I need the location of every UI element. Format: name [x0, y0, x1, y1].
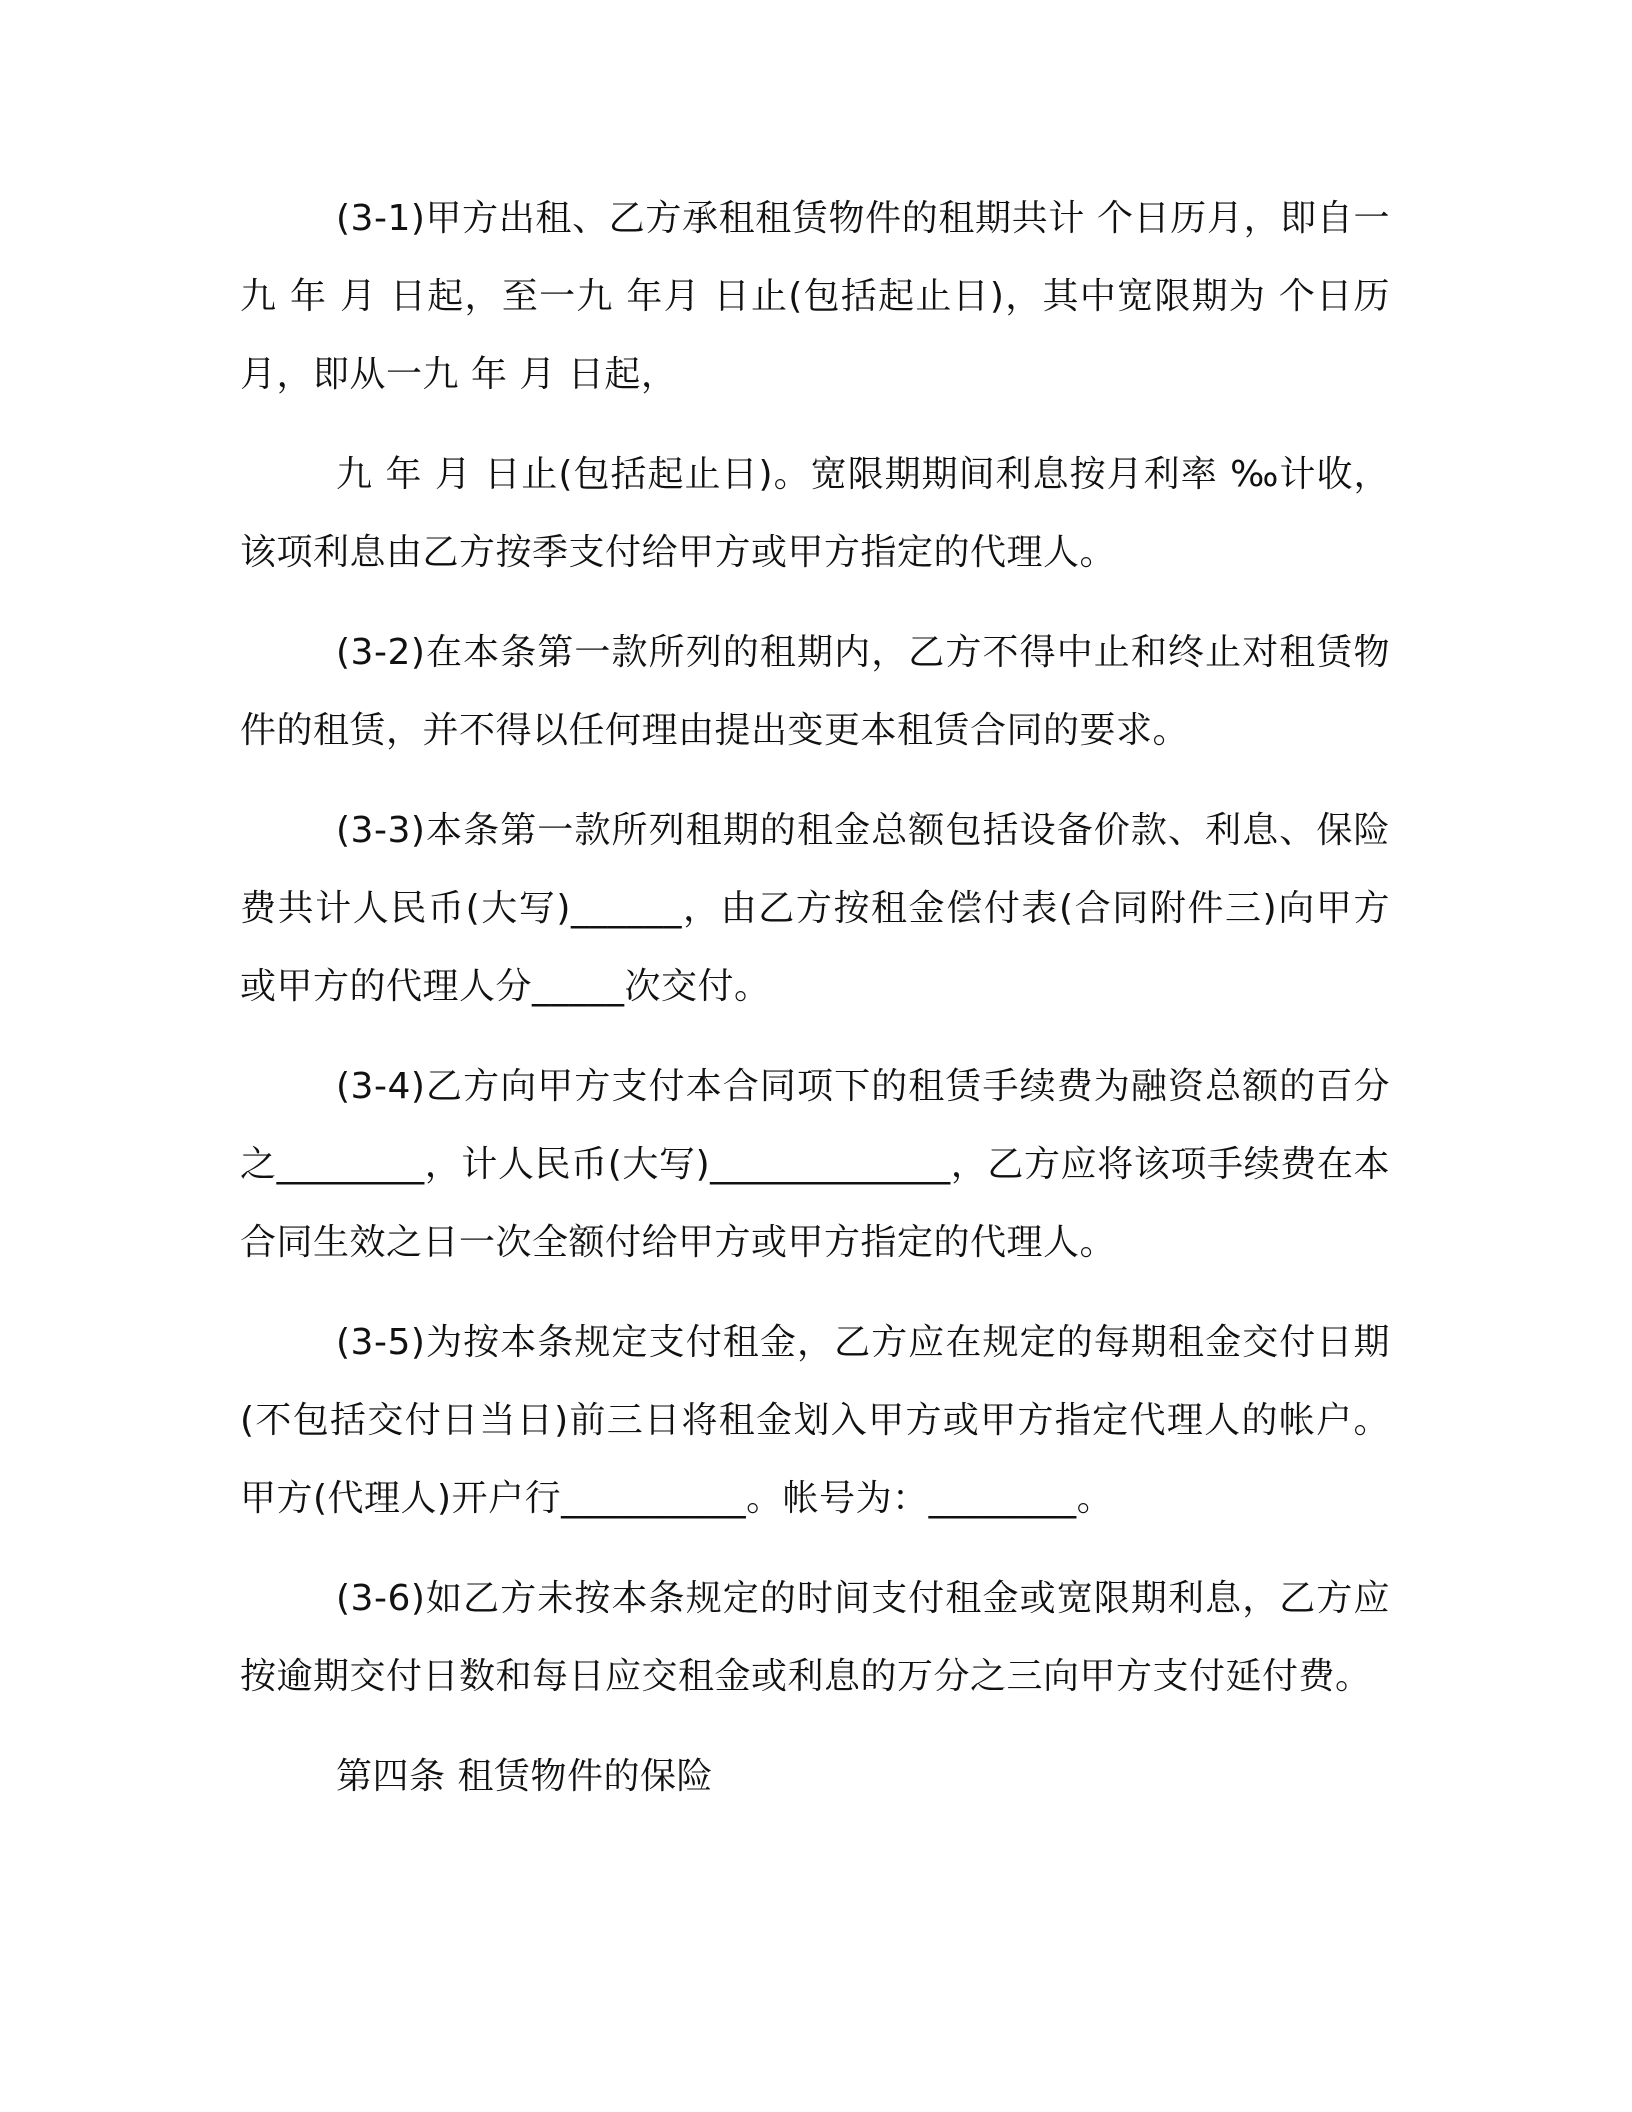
- paragraph-3-2: (3-2)在本条第一款所列的租期内，乙方不得中止和终止对租赁物件的租赁，并不得以任何理由提出变更本租赁合同的要求。: [240, 632, 1390, 751]
- paragraph-3-5: (3-5)为按本条规定支付租金，乙方应在规定的每期租金交付日期(不包括交付日当日)前三日将租金划入甲方或甲方指定代理人的帐户。甲方(代理人)开户行__________。帐号为：________。: [240, 1322, 1390, 1519]
- paragraph-3-3: (3-3)本条第一款所列租期的租金总额包括设备价款、利息、保险费共计人民币(大写)______，由乙方按租金偿付表(合同附件三)向甲方或甲方的代理人分_____次交付。: [240, 810, 1390, 1007]
- paragraph-3-1-continued: 九 年 月 日止(包括起止日)。宽限期期间利息按月利率 ‰计收，该项利息由乙方按季支付给甲方或甲方指定的代理人。: [240, 454, 1390, 573]
- paragraph-3-4: (3-4)乙方向甲方支付本合同项下的租赁手续费为融资总额的百分之________，计人民币(大写)_____________，乙方应将该项手续费在本合同生效之日一次全额付给甲方或甲方指定的代理人。: [240, 1066, 1390, 1263]
- paragraph-3-1: (3-1)甲方出租、乙方承租租赁物件的租期共计 个日历月，即自一九 年 月 日起，至一九 年月 日止(包括起止日)，其中宽限期为 个日历月，即从一九 年 月 日起，: [240, 198, 1390, 395]
- section-heading: 第四条 租赁物件的保险: [336, 1756, 713, 1797]
- document-body: [240, 180, 1390, 1816]
- paragraph-3-6: (3-6)如乙方未按本条规定的时间支付租金或宽限期利息，乙方应按逾期交付日数和每日应交租金或利息的万分之三向甲方支付延付费。: [240, 1578, 1390, 1697]
